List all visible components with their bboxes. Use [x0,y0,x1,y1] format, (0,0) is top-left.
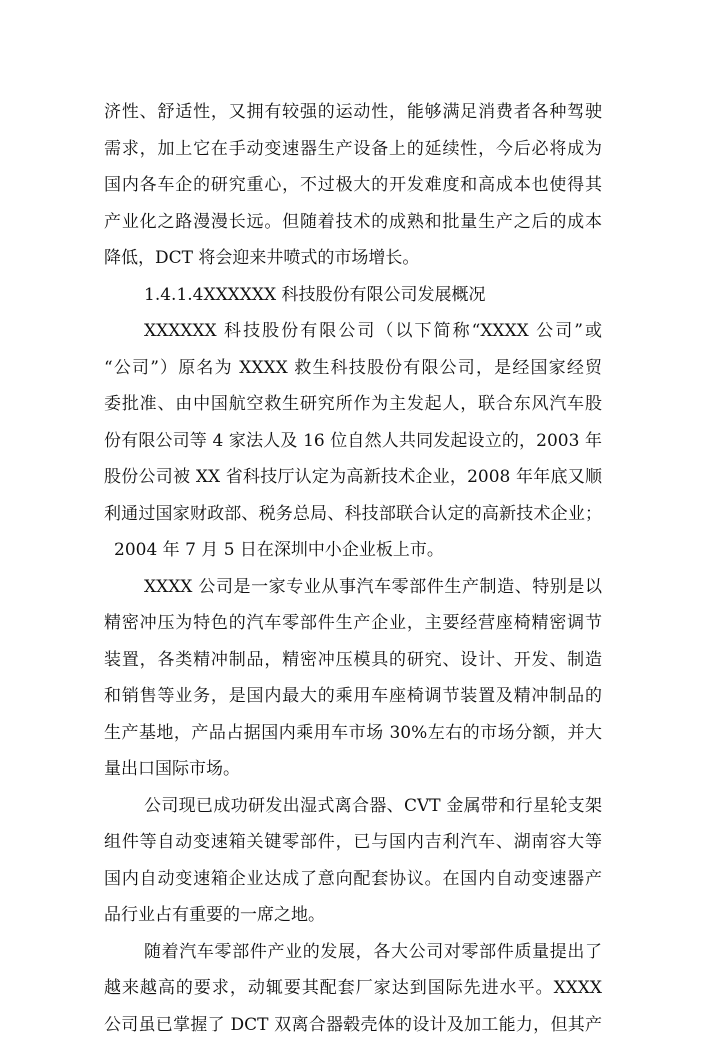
text-line: 越来越高的要求，动辄要其配套厂家达到国际先进水平。XXXX [104,970,602,1007]
text-line: 量出口国际市场。 [104,751,602,788]
text-line: 济性、舒适性，又拥有较强的运动性，能够满足消费者各种驾驶 [104,94,602,131]
text-line: 利通过国家财政部、税务总局、科技部联合认定的高新技术企业； [104,496,602,533]
text-line: 品行业占有重要的一席之地。 [104,897,602,934]
document-body [104,94,602,1043]
text-line: 国内各车企的研究重心，不过极大的开发难度和高成本也使得其 [104,167,602,204]
text-line: 生产基地，产品占据国内乘用车市场 30%左右的市场分额，并大 [104,715,602,752]
text-line: 精密冲压为特色的汽车零部件生产企业，主要经营座椅精密调节 [104,605,602,642]
text-line: 公司虽已掌握了 DCT 双离合器毂壳体的设计及加工能力，但其产 [104,1007,602,1043]
text-line: 产业化之路漫漫长远。但随着技术的成熟和批量生产之后的成本 [104,204,602,241]
text-line: 2004 年 7 月 5 日在深圳中小企业板上市。 [104,532,602,569]
text-line: 股份公司被 XX 省科技厅认定为高新技术企业，2008 年年底又顺 [104,459,602,496]
paragraph-first-line: XXXX 公司是一家专业从事汽车零部件生产制造、特别是以 [104,569,602,606]
section-heading: 1.4.1.4XXXXXX 科技股份有限公司发展概况 [104,277,602,314]
text-line: 份有限公司等 4 家法人及 16 位自然人共同发起设立的，2003 年 [104,423,602,460]
text-line: 需求，加上它在手动变速器生产设备上的延续性，今后必将成为 [104,131,602,168]
text-line: 组件等自动变速箱关键零部件，已与国内吉利汽车、湖南容大等 [104,824,602,861]
text-line: 国内自动变速箱企业达成了意向配套协议。在国内自动变速器产 [104,861,602,898]
text-line: “公司”）原名为 XXXX 救生科技股份有限公司，是经国家经贸 [104,350,602,387]
text-line: 装置，各类精冲制品，精密冲压模具的研究、设计、开发、制造 [104,642,602,679]
paragraph-first-line: 公司现已成功研发出湿式离合器、CVT 金属带和行星轮支架 [104,788,602,825]
paragraph-first-line: 随着汽车零部件产业的发展，各大公司对零部件质量提出了 [104,934,602,971]
text-line: 和销售等业务，是国内最大的乘用车座椅调节装置及精冲制品的 [104,678,602,715]
text-line: 委批准、由中国航空救生研究所作为主发起人，联合东风汽车股 [104,386,602,423]
paragraph-first-line: XXXXXX 科技股份有限公司（以下简称“XXXX 公司”或 [104,313,602,350]
text-line: 降低，DCT 将会迎来井喷式的市场增长。 [104,240,602,277]
